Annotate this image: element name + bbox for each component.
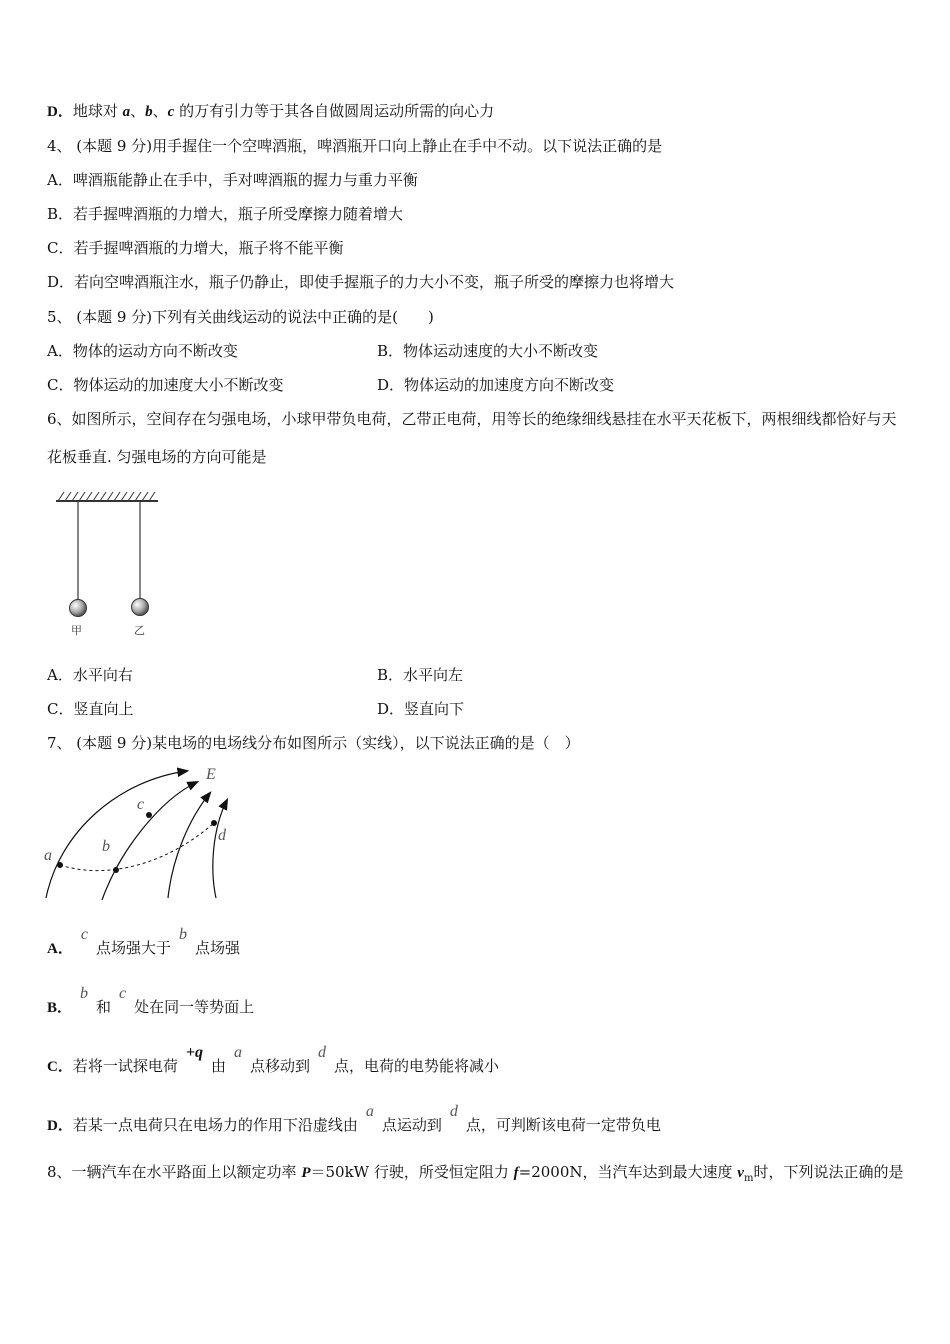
point-c [146, 812, 152, 818]
point-a [57, 862, 63, 868]
ball-jia [70, 600, 87, 617]
q7-option-a [47, 926, 240, 959]
point-b [113, 867, 119, 873]
q5-stem: 5、 (本题 9 分)下列有关曲线运动的说法中正确的是( ) [47, 308, 434, 326]
stem-text: 时，下列说法正确的是 [753, 1163, 904, 1181]
q4-option-d: D．若向空啤酒瓶注水，瓶子仍静止，即使手握瓶子的力大小不变，瓶子所受的摩擦力也将增大 [47, 273, 675, 291]
label-yi: 乙 [134, 625, 145, 637]
q4-option-c: C．若手握啤酒瓶的力增大，瓶子将不能平衡 [47, 239, 344, 257]
var-q: +q [185, 1044, 203, 1061]
q6-option-d: D．竖直向下 [377, 700, 465, 718]
label-jia: 甲 [71, 625, 82, 637]
q7-field-line-figure [40, 760, 240, 902]
var-f: f [513, 1165, 519, 1181]
stem-text: 8、一辆汽车在水平路面上以额定功率 [47, 1163, 302, 1181]
option-text: 点场强 [194, 939, 240, 957]
option-text: 若某一点电荷只在电场力的作用下沿虚线由 [72, 1116, 358, 1134]
separator: 、 [152, 102, 168, 120]
var-a: a [365, 1103, 374, 1120]
option-text: 点运动到 [381, 1116, 442, 1134]
q6-option-b: B．水平向左 [377, 666, 464, 684]
ball-yi [132, 599, 149, 616]
q5-option-d: D．物体运动的加速度方向不断改变 [377, 376, 615, 394]
option-letter: B． [47, 1000, 73, 1016]
ceiling-hatching [56, 492, 158, 501]
stem-text: =2000N，当汽车达到最大速度 [518, 1163, 738, 1181]
q4-stem: 4、 (本题 9 分)用手握住一个空啤酒瓶，啤酒瓶开口向上静止在手中不动。以下说法正确的是 [47, 137, 663, 155]
label-d: d [218, 827, 226, 844]
var-b: b [178, 926, 187, 943]
option-text: 点，可判断该电荷一定带负电 [465, 1116, 661, 1134]
var-c: c [80, 926, 88, 943]
var-b: b [80, 985, 89, 1002]
q7-option-b [47, 985, 255, 1018]
q4-option-b: B．若手握啤酒瓶的力增大，瓶子所受摩擦力随着增大 [47, 205, 404, 223]
var-c: c [167, 104, 175, 120]
q7-stem: 7、 (本题 9 分)某电场的电场线分布如图所示（实线），以下说法正确的是（ ） [47, 734, 580, 752]
dashed-trajectory [60, 823, 214, 871]
option-text: 点场强大于 [95, 939, 171, 957]
option-letter: A． [47, 941, 73, 957]
option-text: 若将一试探电荷 [72, 1057, 178, 1075]
option-text: 由 [210, 1057, 226, 1075]
field-line-1 [46, 771, 187, 898]
var-c: c [119, 985, 127, 1002]
q6-stem: 6、如图所示，空间存在匀强电场，小球甲带负电荷，乙带正电荷，用等长的绝缘细线悬挂在水平天花板下，两根细线都恰好与天花板垂直. 匀强电场的方向可能是 [47, 410, 897, 466]
label-b: b [102, 838, 110, 855]
q7-option-d [47, 1103, 661, 1136]
field-line-3 [168, 793, 210, 898]
option-text: 的万有引力等于其各自做圆周运动所需的向心力 [174, 102, 495, 120]
label-E: E [206, 766, 216, 783]
q5-option-a: A．物体的运动方向不断改变 [47, 342, 238, 360]
option-text: 点，电荷的电势能将减小 [334, 1057, 500, 1075]
q5-option-b: B．物体运动速度的大小不断改变 [377, 342, 599, 360]
option-text: 和 [96, 998, 112, 1016]
var-b: b [145, 104, 153, 120]
var-v: v [737, 1165, 744, 1181]
q6-option-c: C．竖直向上 [47, 700, 134, 718]
option-letter: C． [47, 1059, 73, 1075]
option-text: 地球对 [72, 102, 123, 120]
option-text: 处在同一等势面上 [134, 998, 255, 1016]
q5-option-c: C．物体运动的加速度大小不断改变 [47, 376, 284, 394]
label-a: a [44, 847, 52, 864]
q3-option-d [47, 101, 494, 122]
field-line-4 [213, 800, 227, 898]
var-a: a [234, 1044, 242, 1061]
var-a: a [122, 104, 131, 120]
label-c: c [137, 796, 145, 813]
stem-text: ＝50kW 行驶，所受恒定阻力 [310, 1163, 514, 1181]
separator: 、 [130, 102, 146, 120]
option-letter: D． [47, 104, 73, 120]
var-d: d [318, 1044, 327, 1061]
option-text: 点移动到 [250, 1057, 311, 1075]
q6-pendulum-figure [50, 486, 165, 641]
q8-stem [47, 1153, 907, 1198]
q6-option-a: A．水平向右 [47, 666, 133, 684]
option-letter: D． [47, 1118, 73, 1134]
q4-option-a: A．啤酒瓶能静止在手中，手对啤酒瓶的握力与重力平衡 [47, 171, 418, 189]
point-d [211, 820, 217, 826]
var-v-subscript: m [743, 1173, 754, 1184]
q7-option-c [47, 1044, 500, 1077]
var-d: d [449, 1103, 458, 1120]
var-P: P [301, 1165, 311, 1181]
